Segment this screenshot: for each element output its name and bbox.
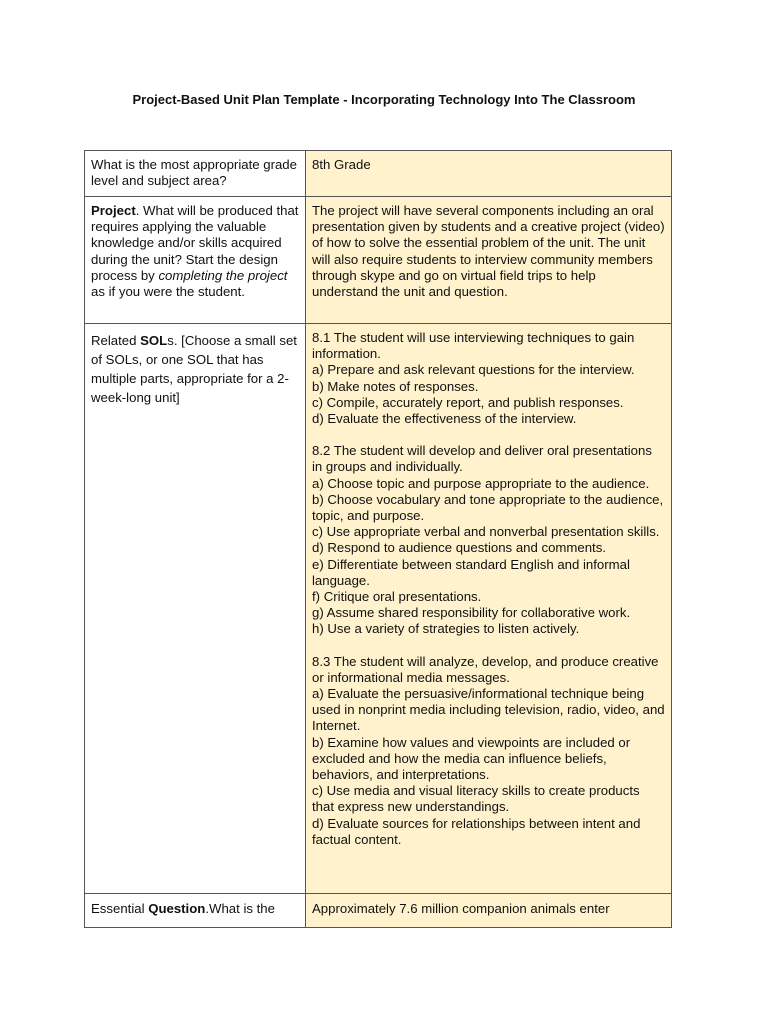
- spacer: [312, 427, 665, 443]
- sol-line: h) Use a variety of strategies to listen actively.: [312, 621, 580, 637]
- sol-line: f) Critique oral presentations.: [312, 589, 482, 605]
- sols-label: SOL: [140, 333, 168, 348]
- sol-line: c) Use appropriate verbal and nonverbal presentation skills.: [312, 524, 660, 540]
- sol-line: e) Differentiate between standard English and informal language.: [312, 556, 630, 588]
- project-answer-cell: [306, 197, 672, 324]
- sol-line: 8.3 The student will analyze, develop, and produce creative or informational media messages.: [312, 653, 659, 685]
- sol-line: d) Evaluate the effectiveness of the interview.: [312, 411, 577, 427]
- sol-line: d) Respond to audience questions and comments.: [312, 540, 606, 556]
- sol-line: g) Assume shared responsibility for collaborative work.: [312, 605, 631, 621]
- essential-answer-cell: [306, 894, 672, 928]
- grade-answer-cell: [306, 151, 672, 197]
- essential-answer: Approximately 7.6 million companion animals enter: [312, 901, 610, 916]
- sol-line: b) Examine how values and viewpoints are included or excluded and how the media can influence beliefs, behaviors, and interpretations.: [312, 734, 631, 783]
- essential-label: Question: [148, 901, 206, 916]
- sols-answer-cell: [306, 324, 672, 894]
- table-row: [85, 324, 672, 894]
- sols-question-pre: Related: [91, 333, 141, 348]
- project-question-cell: [85, 197, 306, 324]
- sol-line: d) Evaluate sources for relationships between intent and factual content.: [312, 815, 641, 847]
- grade-question-cell: [85, 151, 306, 197]
- sol-line: a) Choose topic and purpose appropriate to the audience.: [312, 475, 650, 491]
- essential-question-cell: [85, 894, 306, 928]
- sols-question-cell: [85, 324, 306, 894]
- table-row: [85, 894, 672, 928]
- sols-question-post: s. [Choose a small set of SOLs, or one SOL that has multiple parts, appropriate for a 2-week-long unit]: [91, 333, 297, 405]
- grade-answer: 8th Grade: [312, 157, 371, 172]
- sol-line: b) Make notes of responses.: [312, 378, 479, 394]
- essential-question-pre: Essential: [91, 901, 149, 916]
- project-label: Project: [91, 203, 136, 218]
- sol-8-2: [312, 443, 665, 637]
- sol-line: a) Evaluate the persuasive/informational technique being used in nonprint media including television, radio, video, and Internet.: [312, 686, 665, 734]
- project-question-text-1: . What will be produced that requires applying the valuable knowledge and/or skills acquired during the unit? Start the design process by: [91, 203, 299, 283]
- sol-line: 8.2 The student will develop and deliver oral presentations in groups and individually.: [312, 443, 652, 475]
- table-row: [85, 151, 672, 197]
- document-title: Project-Based Unit Plan Template - Incorporating Technology Into The Classroom: [132, 92, 636, 107]
- sol-line: b) Choose vocabulary and tone appropriate to the audience, topic, and purpose.: [312, 491, 664, 524]
- essential-question-post: .What is the: [205, 901, 275, 916]
- project-question-italic: completing the project: [158, 267, 288, 283]
- unit-plan-table: [84, 150, 672, 928]
- project-question-text-2: as if you were the student.: [91, 284, 245, 300]
- grade-question: What is the most appropriate grade level and subject area?: [91, 157, 297, 189]
- sol-line: 8.1 The student will use interviewing techniques to gain information.: [312, 330, 635, 362]
- table-row: [85, 197, 672, 324]
- sol-line: c) Use media and visual literacy skills to create products that express new understandings.: [312, 783, 640, 815]
- sol-line: a) Prepare and ask relevant questions for the interview.: [312, 362, 635, 378]
- spacer: [312, 638, 665, 654]
- project-answer: The project will have several components including an oral presentation given by students and a creative project (video) of how to solve the essential problem of the unit. The unit will also require students to interview community members through skype and go on virtual field trips to help understand the unit and question.: [312, 203, 665, 300]
- sol-8-1: [312, 330, 665, 427]
- sol-line: c) Compile, accurately report, and publish responses.: [312, 394, 624, 410]
- sol-8-3: [312, 654, 665, 848]
